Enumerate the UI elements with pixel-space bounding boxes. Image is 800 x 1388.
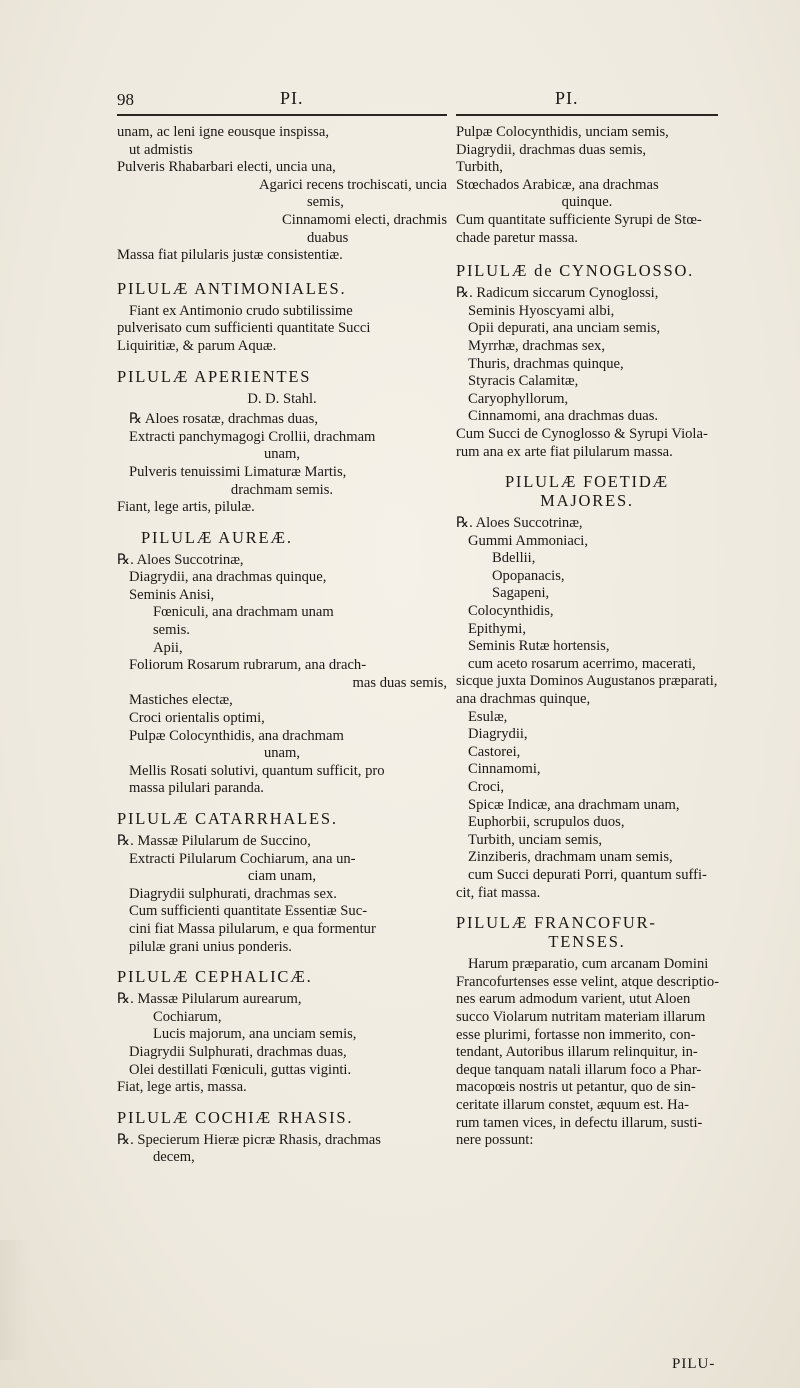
- text-line: succo Violarum nutritam materiam illarum: [456, 1008, 706, 1025]
- running-head-right: PI.: [555, 88, 579, 108]
- text-line: Liquiritiæ, & parum Aquæ.: [117, 337, 277, 354]
- text-line: Cinnamomi,: [468, 761, 541, 778]
- text-line: nes earum admodum varient, utut Aloen: [456, 991, 691, 1008]
- text-line: Fœniculi, ana drachmam unam: [153, 604, 334, 621]
- text-line: Lucis majorum, ana unciam semis,: [153, 1026, 357, 1043]
- text-line: Pulveris tenuissimi Limaturæ Martis,: [129, 463, 347, 480]
- text-line: Agarici recens trochiscati, uncia: [258, 176, 447, 193]
- intro-recipe-continued: [456, 124, 718, 247]
- text-line: Euphorbii, scrupulos duos,: [468, 814, 625, 831]
- text-line: Cum Succi de Cynoglosso & Syrupi Viola-: [456, 425, 708, 442]
- text-line: ana drachmas quinque,: [456, 691, 591, 708]
- text-line: drachmam semis.: [230, 481, 334, 498]
- text-line: Pulpæ Colocynthidis, ana drachmam: [129, 727, 344, 744]
- section-title-catarrhales: PILULÆ CATARRHALES.: [117, 809, 338, 828]
- text-line: Mastiches electæ,: [129, 692, 233, 709]
- text-line: unam,: [263, 446, 301, 463]
- text-line: ℞. Aloes Succotrinæ,: [117, 551, 244, 568]
- text-line: rum tamen vices, in defectu illarum, susti-: [456, 1114, 703, 1131]
- text-line: semis,: [307, 194, 344, 211]
- section-title-cochiae: PILULÆ COCHIÆ RHASIS.: [117, 1107, 354, 1127]
- text-line: Diagrydii Sulphurati, drachmas duas,: [129, 1043, 347, 1060]
- text-line: Harum præparatio, cum arcanam Domini: [468, 956, 709, 973]
- text-line: Pulpæ Colocynthidis, unciam semis,: [456, 124, 669, 140]
- section-title-cynoglosso: PILULÆ de CYNOGLOSSO.: [456, 261, 695, 281]
- text-line: Fiant ex Antimonio crudo subtilissime: [129, 302, 353, 319]
- text-line: ℞. Massæ Pilularum de Succino,: [117, 833, 311, 849]
- text-line: unam,: [263, 745, 301, 762]
- text-line: unam, ac leni igne eousque inspissa,: [117, 124, 329, 140]
- text-line: Diagrydii sulphurati, drachmas sex.: [129, 885, 337, 902]
- text-line: Bdellii,: [492, 550, 536, 567]
- text-line: Extracti panchymagogi Crollii, drachmam: [129, 428, 376, 445]
- text-line: chade paretur massa.: [456, 229, 578, 246]
- page-edge-shadow: [0, 1240, 30, 1360]
- catchword: PILU-: [672, 1356, 716, 1372]
- text-line: Pulveris Rhabarbari electi, uncia una,: [117, 159, 336, 176]
- text-line: Croci orientalis optimi,: [129, 710, 265, 727]
- text-line: Seminis Hyoscyami albi,: [468, 302, 615, 319]
- right-column: [456, 124, 718, 1150]
- section-title-aperientes: PILULÆ APERIENTES: [117, 366, 312, 386]
- section-title-foetidae: PILULÆ FOETIDÆ: [504, 472, 670, 492]
- text-line: ceritate illarum constet, æquum est. Ha-: [456, 1096, 690, 1113]
- section-title-francofurtenses: PILULÆ FRANCOFUR-: [456, 913, 657, 933]
- section-aureae: [117, 552, 447, 798]
- section-foetidae: [456, 515, 718, 902]
- section-author: D. D. Stahl.: [247, 390, 317, 407]
- text-line: Esulæ,: [468, 708, 508, 725]
- text-line: decem,: [153, 1149, 195, 1166]
- text-line: tendant, Autoribus illarum relinquitur, in-: [456, 1044, 698, 1061]
- text-line: pilulæ grani unius ponderis.: [129, 938, 292, 955]
- text-line: Gummi Ammoniaci,: [468, 532, 588, 549]
- header-rule-left: [117, 114, 447, 116]
- text-line: Sagapeni,: [492, 585, 550, 602]
- text-line: esse plurimi, fortasse non immerito, con-: [456, 1026, 696, 1043]
- text-line: ut admistis: [129, 141, 193, 158]
- text-line: Opii depurati, ana unciam semis,: [468, 320, 661, 337]
- text-line: macopœis nostris ut petantur, quo de sin-: [456, 1079, 696, 1096]
- text-line: Cinnamomi, ana drachmas duas.: [468, 408, 659, 425]
- text-line: Seminis Anisi,: [129, 586, 215, 603]
- section-francofurtenses: [456, 956, 718, 1150]
- text-line: semis.: [153, 622, 190, 639]
- section-cephalicae: [117, 991, 447, 1097]
- text-line: Mellis Rosati solutivi, quantum sufficit, pro: [129, 762, 385, 779]
- text-line: Caryophyllorum,: [468, 390, 569, 407]
- text-line: massa pilulari paranda.: [129, 780, 264, 797]
- section-title-antimoniales: PILULÆ ANTIMONIALES.: [117, 278, 347, 298]
- text-line: cit, fiat massa.: [456, 884, 541, 901]
- section-antimoniales: [117, 303, 447, 356]
- page-header: [0, 86, 800, 116]
- text-line: Turbith, unciam semis,: [468, 831, 603, 848]
- text-line: Extracti Pilularum Cochiarum, ana un-: [129, 850, 356, 867]
- page-number: 98: [117, 90, 134, 109]
- text-line: Francofurtenses esse velint, atque descriptio-: [456, 973, 720, 990]
- text-line: ℞. Radicum siccarum Cynoglossi,: [456, 285, 659, 302]
- text-line: Olei destillati Fœniculi, guttas viginti.: [129, 1061, 352, 1078]
- text-line: Epithymi,: [468, 620, 526, 637]
- text-line: Colocynthidis,: [468, 603, 554, 620]
- text-line: cum aceto rosarum acerrimo, macerati,: [468, 655, 696, 672]
- text-line: Cum sufficienti quantitate Essentiæ Suc-: [129, 903, 368, 920]
- text-line: cini fiat Massa pilularum, e qua formentur: [129, 920, 376, 937]
- section-cynoglosso: [456, 285, 718, 461]
- text-line: Turbith,: [456, 159, 503, 176]
- section-title-francofurtenses-2: TENSES.: [548, 932, 626, 952]
- text-line: Seminis Rutæ hortensis,: [468, 638, 610, 655]
- text-line: Opopanacis,: [492, 567, 565, 584]
- text-line: Spicæ Indicæ, ana drachmam unam,: [468, 796, 680, 813]
- text-line: ℞. Massæ Pilularum aurearum,: [117, 991, 302, 1008]
- text-line: Croci,: [468, 779, 505, 795]
- text-line: Apii,: [153, 639, 183, 656]
- text-line: mas duas semis,: [352, 674, 447, 691]
- section-catarrhales: [117, 833, 447, 956]
- text-line: Diagrydii, ana drachmas quinque,: [129, 569, 327, 586]
- text-line: Diagrydii,: [468, 726, 528, 743]
- text-line: Castorei,: [468, 743, 521, 760]
- text-line: Fiat, lege artis, massa.: [117, 1079, 247, 1096]
- section-cochiae: [117, 1132, 447, 1167]
- intro-recipe: [117, 124, 447, 265]
- text-line: Fiant, lege artis, pilulæ.: [117, 499, 255, 516]
- text-line: deque tanquam natali illarum foco a Phar-: [456, 1061, 702, 1078]
- text-line: ℞ Aloes rosatæ, drachmas duas,: [129, 411, 318, 428]
- text-line: Foliorum Rosarum rubrarum, ana drach-: [129, 657, 367, 674]
- text-line: quinque.: [561, 194, 613, 211]
- text-line: Cum quantitate sufficiente Syrupi de Stœ-: [456, 211, 702, 228]
- text-line: rum ana ex arte fiat pilularum massa.: [456, 443, 673, 460]
- header-rule-right: [456, 114, 718, 116]
- text-line: Cinnamomi electi, drachmis: [282, 211, 447, 228]
- section-title-foetidae-2: MAJORES.: [540, 491, 634, 511]
- text-line: ciam unam,: [247, 868, 317, 885]
- text-line: Stœchados Arabicæ, ana drachmas: [456, 176, 659, 193]
- text-line: ℞. Specierum Hieræ picræ Rhasis, drachmas: [117, 1131, 381, 1148]
- text-line: ℞. Aloes Succotrinæ,: [456, 515, 583, 532]
- text-line: Myrrhæ, drachmas sex,: [468, 337, 605, 354]
- text-line: Cochiarum,: [153, 1008, 222, 1025]
- text-line: sicque juxta Dominos Augustanos præparati,: [456, 673, 718, 690]
- text-line: Zinziberis, drachmam unam semis,: [468, 849, 673, 866]
- text-line: cum Succi depurati Porri, quantum suffi-: [468, 866, 707, 883]
- section-title-cephalicae: PILULÆ CEPHALICÆ.: [117, 967, 313, 987]
- text-line: Massa fiat pilularis justæ consistentiæ.: [117, 247, 343, 264]
- text-line: Thuris, drachmas quinque,: [468, 355, 624, 372]
- text-line: pulverisato cum sufficienti quantitate Succi: [117, 320, 371, 337]
- text-line: Diagrydii, drachmas duas semis,: [456, 141, 647, 158]
- text-line: duabus: [307, 229, 349, 246]
- section-aperientes: [117, 411, 447, 517]
- text-line: nere possunt:: [456, 1132, 534, 1149]
- running-head-left: PI.: [280, 88, 304, 108]
- text-line: Styracis Calamitæ,: [468, 373, 579, 390]
- left-column: [117, 124, 447, 1167]
- section-title-aureae: PILULÆ AUREÆ.: [141, 527, 293, 547]
